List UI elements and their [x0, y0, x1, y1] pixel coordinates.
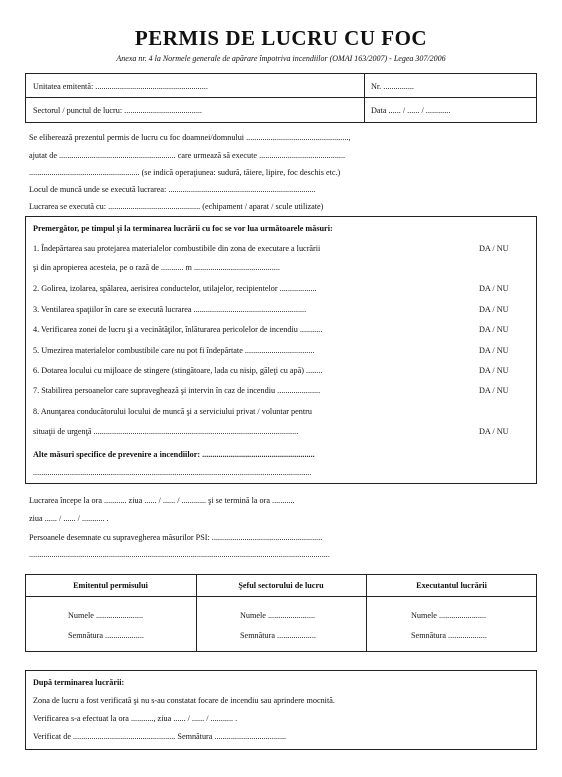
supervisors-line-2[interactable]: ...................................................................................................................................................: [29, 550, 330, 559]
measure-item-6: 6. Dotarea locului cu mijloace de stingere (stingătoare, lada cu nisip, găleţi cu apă) ........: [33, 366, 323, 375]
sector-chief-header: Şeful sectorului de lucru: [238, 581, 324, 590]
date-field[interactable]: Data ...... / ...... / ............: [371, 106, 451, 115]
measure-item-8-cont: situaţii de urgenţă ....................................................................................................: [33, 427, 299, 436]
page-subtitle: Anexa nr. 4 la Normele generale de apărare împotriva incendiilor (OMAI 163/2007) - Legea 307/2006: [116, 54, 446, 63]
after-work-heading: După terminarea lucrării:: [33, 678, 125, 687]
measure-7-answer[interactable]: DA / NU: [479, 386, 509, 395]
top-table: [25, 73, 537, 123]
measure-2-answer[interactable]: DA / NU: [479, 284, 509, 293]
sector-field[interactable]: Sectorul / punctul de lucru: ......................................: [33, 106, 202, 115]
schedule-line-1[interactable]: Lucrarea începe la ora ........... ziua ...... / ...... / ............ şi se termină la ora ...........: [29, 496, 295, 505]
measure-item-7: 7. Stabilirea persoanelor care supraveghează şi intervin în caz de incendiu .....................: [33, 386, 321, 395]
measure-item-1-cont[interactable]: şi din apropierea acesteia, pe o rază de ........... m ..........................................: [33, 263, 280, 272]
intro-line-3[interactable]: ...................................................... (se indică operaţiunea: sudură, tăiere, lipire, foc deschis etc.): [29, 168, 341, 177]
other-measures-heading[interactable]: Alte măsuri specifice de prevenire a incendiilor: .......................................................: [33, 450, 315, 459]
measure-3-answer[interactable]: DA / NU: [479, 305, 509, 314]
executor-name-field[interactable]: Numele .......................: [411, 611, 487, 620]
top-table-divider-h: [25, 97, 537, 98]
executor-signature-field[interactable]: Semnătura ...................: [411, 631, 487, 640]
measure-item-2: 2. Golirea, izolarea, spălarea, aerisirea conductelor, utilajelor, recipientelor ..................: [33, 284, 317, 293]
measure-5-answer[interactable]: DA / NU: [479, 346, 509, 355]
executor-header: Executantul lucrării: [416, 581, 487, 590]
signatures-header-divider: [25, 596, 537, 597]
issuing-unit-field[interactable]: Unitatea emitentă: .......................................................: [33, 82, 208, 91]
measure-item-5: 5. Umezirea materialelor combustibile care nu pot fi îndepărtate ..................................: [33, 346, 315, 355]
measures-heading: Premergător, pe timpul şi la terminarea lucrării cu foc se vor lua următoarele măsuri:: [33, 224, 333, 233]
measure-item-3: 3. Ventilarea spaţiilor în care se execută lucrarea .......................................................: [33, 305, 307, 314]
measure-1-answer[interactable]: DA / NU: [479, 244, 509, 253]
intro-line-5[interactable]: Lucrarea se execută cu: ............................................. (echipament / aparat / scule utilizate): [29, 202, 324, 211]
issuer-name-field[interactable]: Numele .......................: [68, 611, 144, 620]
other-measures-line[interactable]: ........................................................................................................................................: [33, 468, 312, 477]
issuer-signature-field[interactable]: Semnătura ...................: [68, 631, 144, 640]
measure-8-answer[interactable]: DA / NU: [479, 427, 509, 436]
page-title: PERMIS DE LUCRU CU FOC: [134, 26, 428, 50]
measure-item-4: 4. Verificarea zonei de lucru şi a vecinătăţilor, înlăturarea pericolelor de incendiu ...........: [33, 325, 323, 334]
schedule-line-2[interactable]: ziua ...... / ...... / ........... .: [29, 514, 109, 523]
intro-line-2[interactable]: ajutat de ......................................................... care urmează să execute ..........................................: [29, 151, 346, 160]
measure-6-answer[interactable]: DA / NU: [479, 366, 509, 375]
measure-4-answer[interactable]: DA / NU: [479, 325, 509, 334]
top-table-divider-v: [364, 73, 365, 123]
issuer-header: Emitentul permisului: [73, 581, 148, 590]
sector-chief-signature-field[interactable]: Semnătura ...................: [240, 631, 316, 640]
sector-chief-name-field[interactable]: Numele .......................: [240, 611, 316, 620]
verified-by-field[interactable]: Verificat de .................................................. Semnătura ...................................: [33, 732, 287, 741]
number-field[interactable]: Nr. ...............: [371, 82, 414, 91]
intro-line-4[interactable]: Locul de muncă unde se execută lucrarea: ........................................................................: [29, 185, 316, 194]
supervisors-line[interactable]: Persoanele desemnate cu supravegherea măsurilor PSI: ......................................................: [29, 533, 323, 542]
verification-time-field[interactable]: Verificarea s-a efectuat la ora ..........., ziua ...... / ...... / ........... .: [33, 714, 238, 723]
measure-item-1: 1. Îndepărtarea sau protejarea materialelor combustibile din zona de executare a lucrării: [33, 244, 321, 253]
after-work-line-1: Zona de lucru a fost verificată şi nu s-au constatat focare de incendiu sau aprindere mocnită.: [33, 696, 335, 705]
measure-item-8: 8. Anunţarea conducătorului locului de muncă şi a serviciului privat / voluntar pentru: [33, 407, 312, 416]
intro-line-1[interactable]: Se eliberează prezentul permis de lucru cu foc doamnei/domnului ..................................................,: [29, 133, 351, 142]
